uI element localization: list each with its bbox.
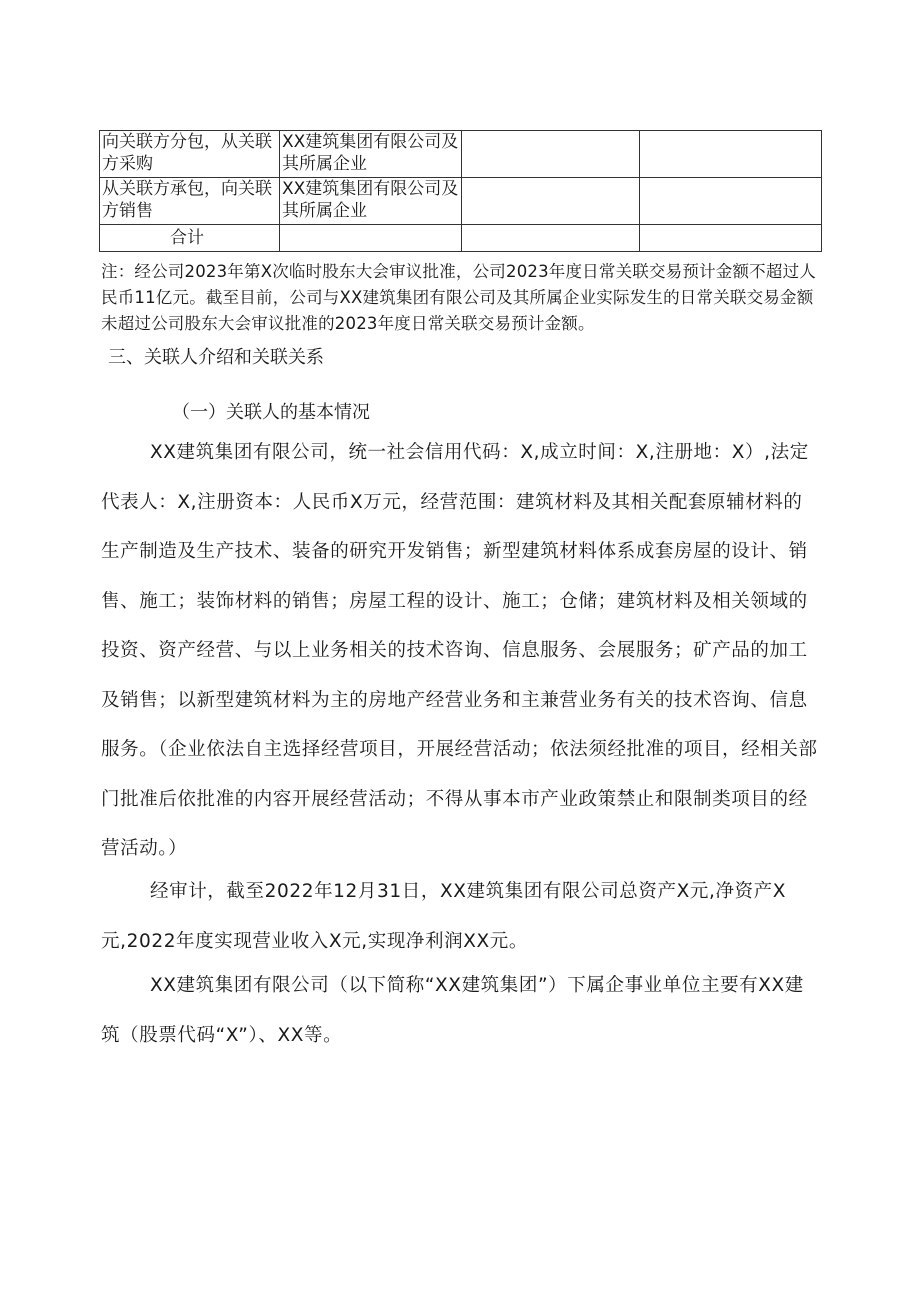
amount-cell: [640, 178, 822, 225]
amount-cell: [462, 178, 640, 225]
related-party-cell: XX建筑集团有限公司及其所属企业: [280, 178, 462, 225]
transaction-type-cell: 从关联方承包，向关联方销售: [100, 178, 280, 225]
table-total-row: [100, 225, 822, 252]
total-cell: [640, 225, 822, 252]
total-cell: [280, 225, 462, 252]
amount-cell: [640, 131, 822, 178]
audit-paragraph: 经审计，截至2022年12月31日，XX建筑集团有限公司总资产X元,净资产X元,2022年度实现营业收入X元,实现净利润XX元。: [101, 881, 787, 952]
table-row: [100, 178, 822, 225]
table-row: [100, 131, 822, 178]
note-text: 注：经公司2023年第X次临时股东大会审议批准，公司2023年度日常关联交易预计金额不超过人民币11亿元。截至目前，公司与XX建筑集团有限公司及其所属企业实际发生的日常关联交易金额未超过公司股东大会审议批准的2023年度日常关联交易预计金额。: [101, 262, 816, 333]
section-heading: 三、关联人介绍和关联关系: [108, 347, 324, 368]
total-cell: [462, 225, 640, 252]
related-party-cell: XX建筑集团有限公司及其所属企业: [280, 131, 462, 178]
amount-cell: [462, 131, 640, 178]
transaction-type-cell: 向关联方分包，从关联方采购: [100, 131, 280, 178]
company-profile-paragraph: XX建筑集团有限公司，统一社会信用代码：X,成立时间：X,注册地：X）,法定代表人：X,注册资本：人民币X万元，经营范围：建筑材料及其相关配套原辅材料的生产制造及生产技术、装备的研究开发销售；新型建筑材料体系成套房屋的设计、销售、施工；装饰材料的销售；房屋工程的设计、施工；仓储；建筑材料及相关领域的投资、资产经营、与以上业务相关的技术咨询、信息服务、会展服务；矿产品的加工及销售；以新型建筑材料为主的房地产经营业务和主兼营业务有关的技术咨询、信息服务。（企业依法自主选择经营项目，开展经营活动；依法须经批准的项目，经相关部门批准后依批准的内容开展经营活动；不得从事本市产业政策禁止和限制类项目的经营活动。）: [101, 442, 818, 859]
related-transaction-table: [99, 130, 822, 252]
table-note: [101, 259, 823, 337]
subsection-heading: （一）关联人的基本情况: [172, 402, 370, 423]
total-label: 合计: [100, 225, 280, 252]
subsidiaries-paragraph: XX建筑集团有限公司（以下简称“XX建筑集团”）下属企事业单位主要有XX建筑（股票代码“X”）、XX等。: [101, 975, 804, 1046]
